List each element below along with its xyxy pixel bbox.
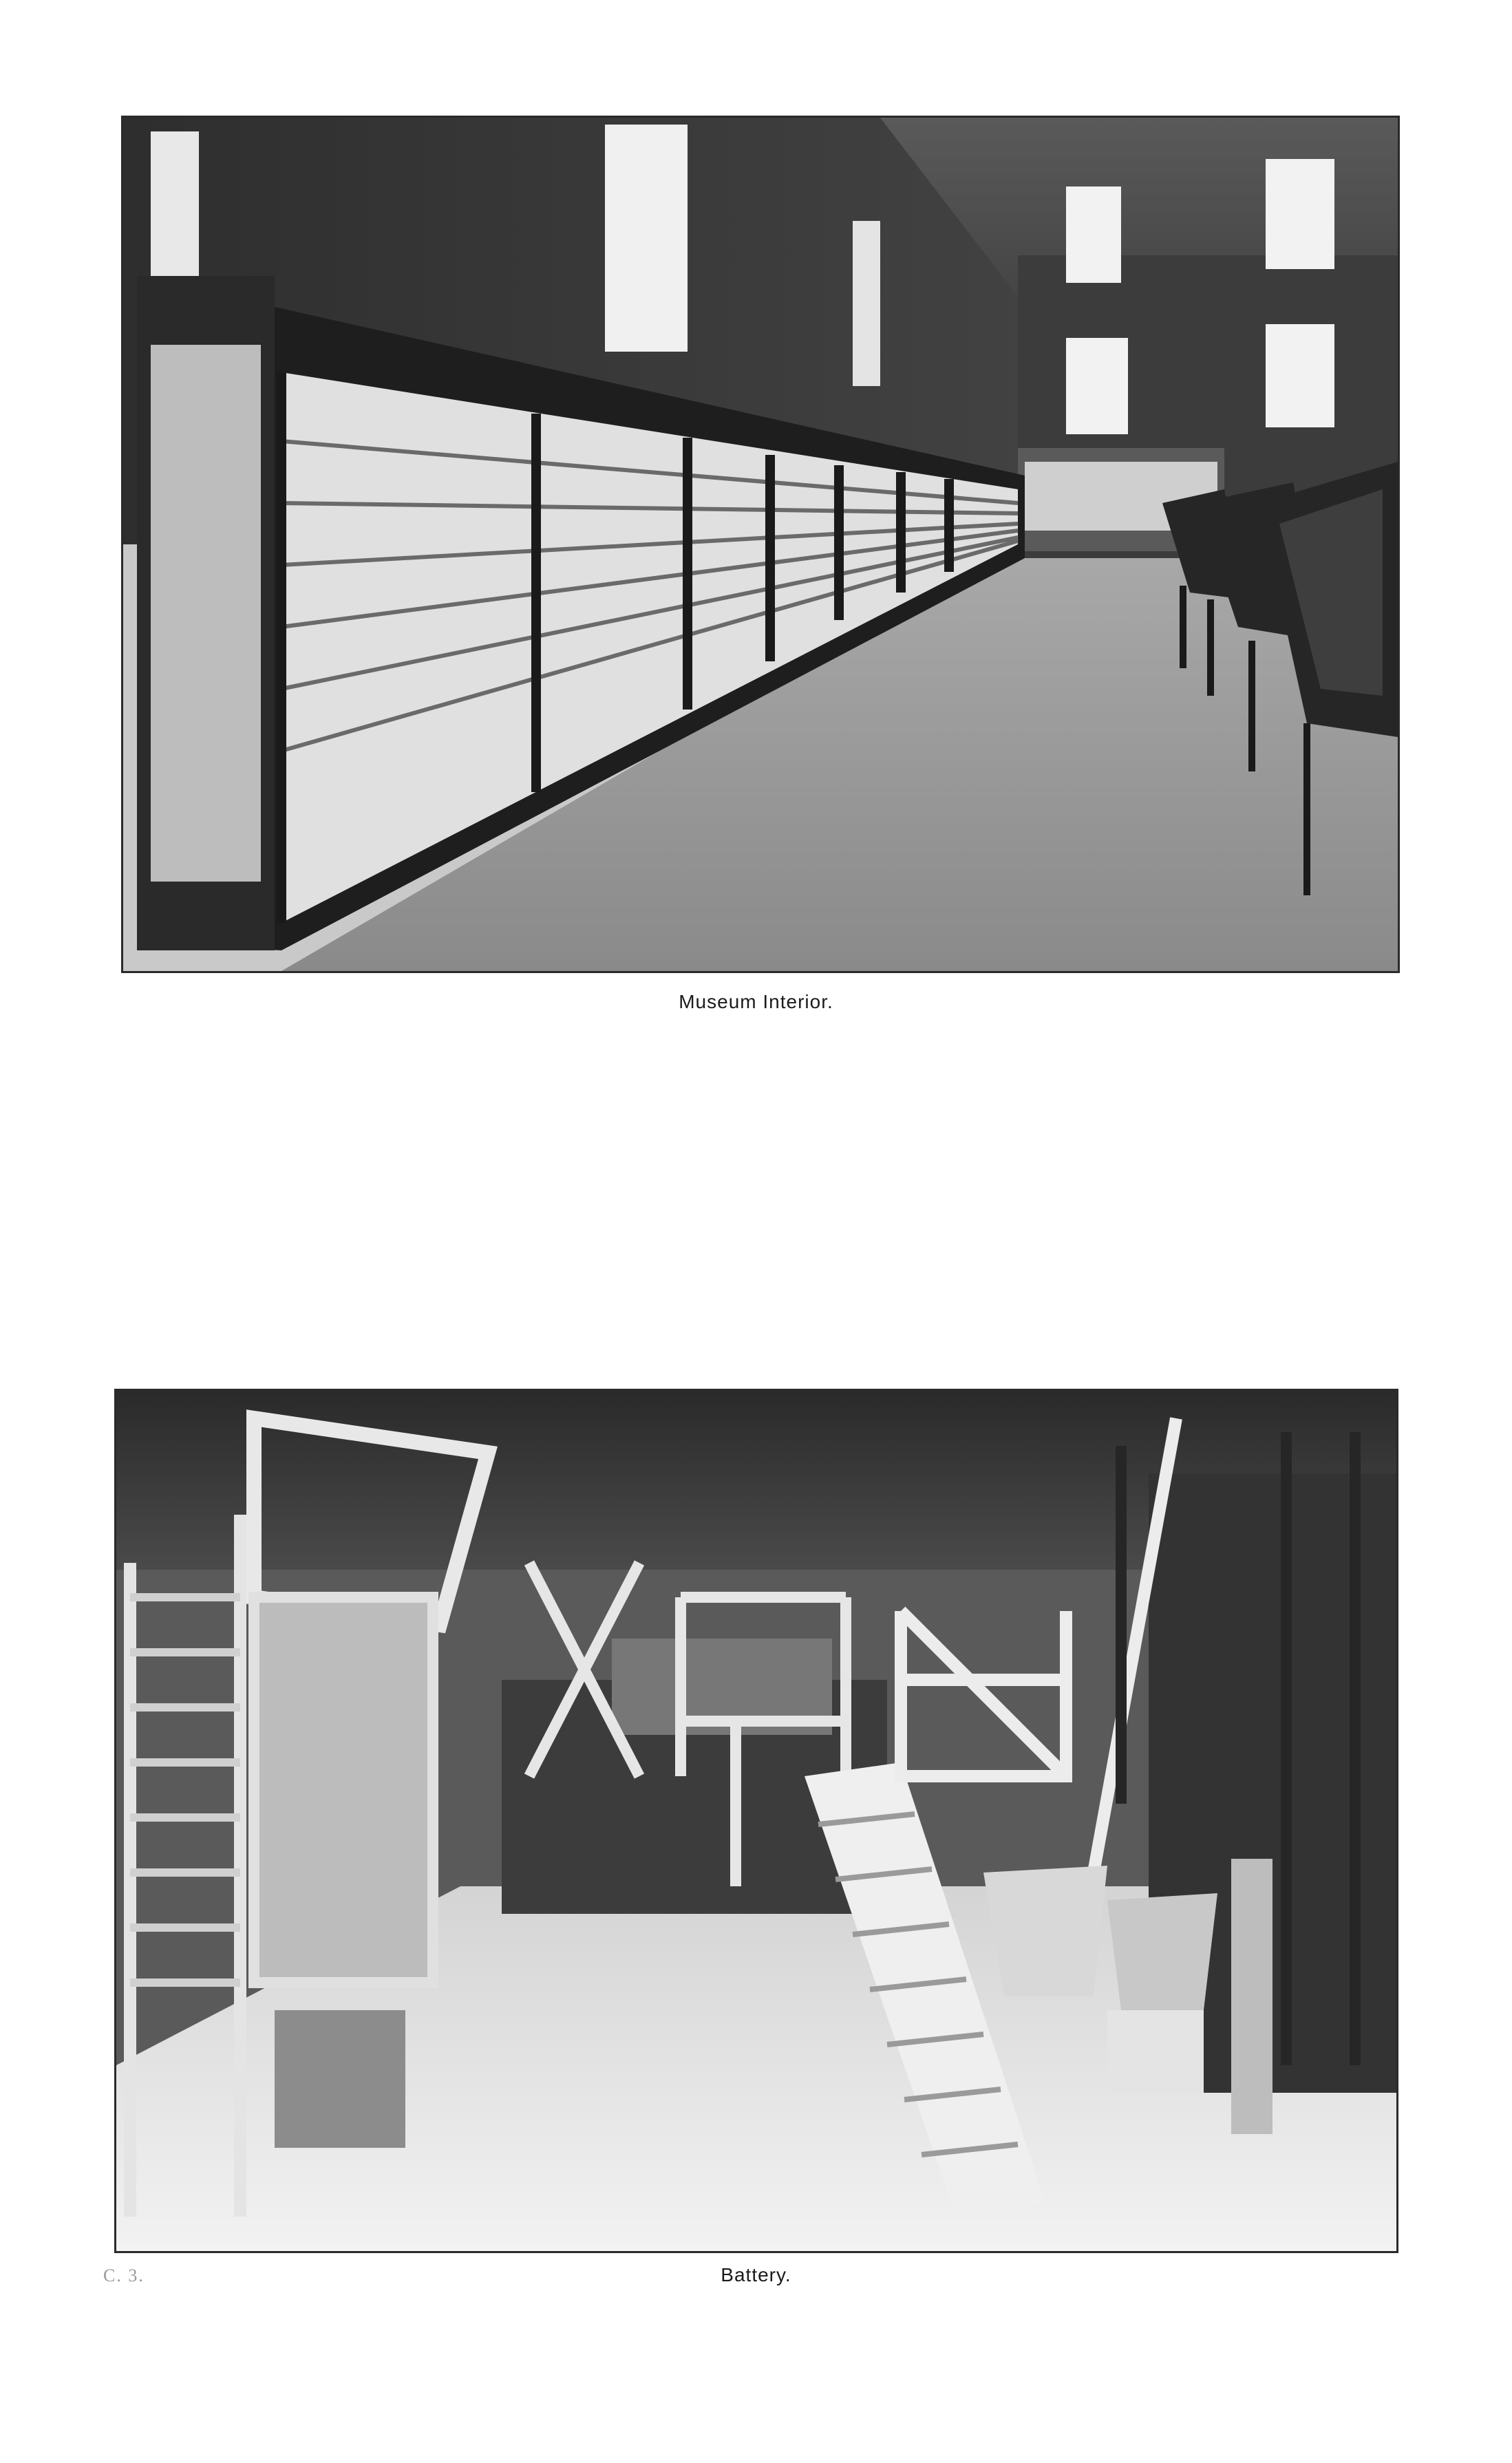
- page-mark: C. 3.: [103, 2265, 145, 2285]
- battery-illustration: [116, 1391, 1396, 2251]
- battery-caption: Battery.: [721, 2264, 791, 2285]
- museum-interior-caption: Museum Interior.: [679, 991, 833, 1012]
- battery-photo: [114, 1389, 1398, 2253]
- museum-interior-photo: [121, 116, 1400, 973]
- museum-interior-illustration: [123, 118, 1398, 971]
